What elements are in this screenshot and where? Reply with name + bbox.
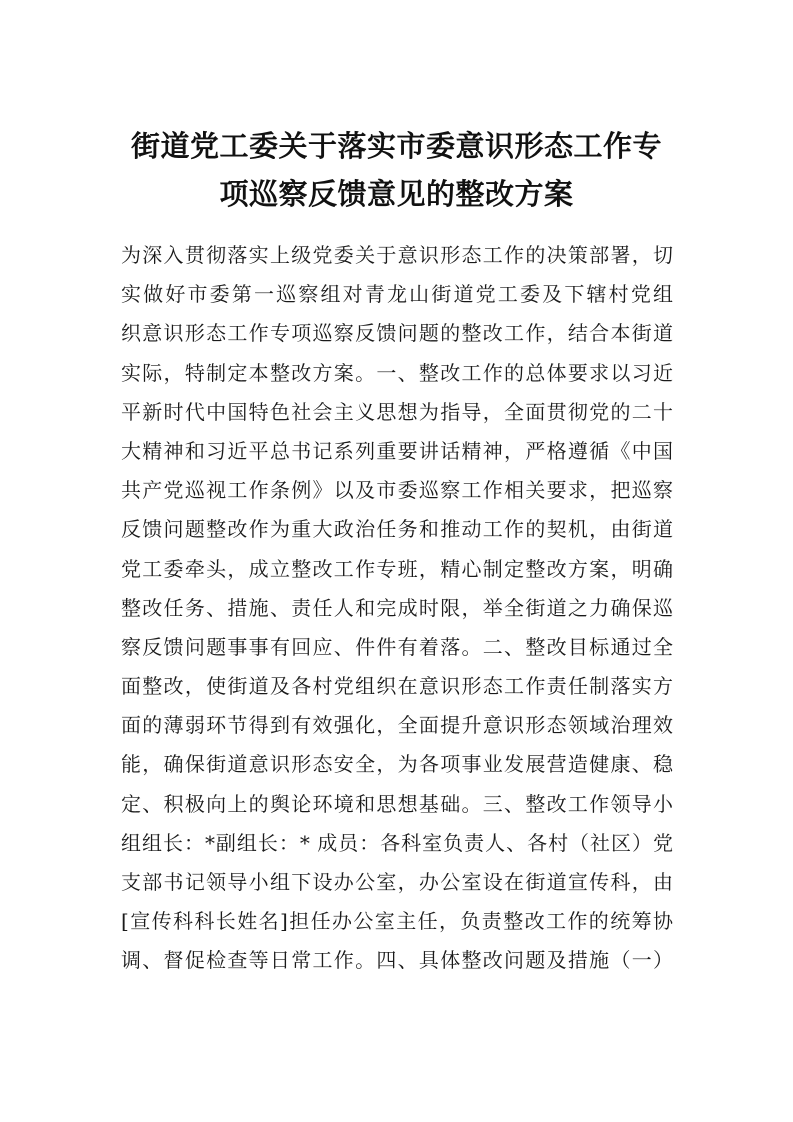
title-line-1: 街道党工委关于落实市委意识形态工作专 (130, 129, 662, 163)
body-line: 整改任务、措施、责任人和完成时限，举全街道之力确保巡 (121, 595, 673, 620)
body-line: 组组长：*副组长：* 成员：各科室负责人、各村（社区）党 (121, 830, 673, 855)
body-line: 共产党巡视工作条例》以及市委巡察工作相关要求，把巡察 (121, 478, 673, 503)
body-line: 支部书记领导小组下设办公室，办公室设在街道宣传科，由 (121, 870, 673, 894)
body-line: 党工委牵头，成立整改工作专班，精心制定整改方案，明确 (121, 556, 673, 581)
body-line: 反馈问题整改作为重大政治任务和推动工作的契机，由街道 (121, 517, 673, 542)
body-line: 调、督促检查等日常工作。四、具体整改问题及措施（一） (121, 948, 673, 973)
body-line: 面整改，使街道及各村党组织在意识形态工作责任制落实方 (121, 674, 673, 699)
body-line: 织意识形态工作专项巡察反馈问题的整改工作，结合本街道 (121, 321, 673, 346)
body-line: 实做好市委第一巡察组对青龙山街道党工委及下辖村党组 (121, 282, 673, 307)
document-body (121, 236, 673, 981)
body-line: 面的薄弱环节得到有效强化，全面提升意识形态领域治理效 (121, 713, 673, 738)
body-line: 察反馈问题事事有回应、件件有着落。二、整改目标通过全 (121, 634, 673, 659)
body-line: 大精神和习近平总书记系列重要讲话精神，严格遵循《中国 (121, 438, 673, 463)
body-line: [宣传科科长姓名]担任办公室主任，负责整改工作的统筹协 (121, 909, 673, 934)
document-title (100, 122, 693, 218)
title-line-2: 项巡察反馈意见的整改方案 (219, 177, 574, 211)
body-line: 为深入贯彻落实上级党委关于意识形态工作的决策部署，切 (121, 243, 673, 267)
body-line: 实际，特制定本整改方案。一、整改工作的总体要求以习近 (121, 360, 673, 385)
body-line: 平新时代中国特色社会主义思想为指导，全面贯彻党的二十 (121, 399, 673, 424)
body-line: 定、积极向上的舆论环境和思想基础。三、整改工作领导小 (121, 791, 673, 816)
body-line: 能，确保街道意识形态安全，为各项事业发展营造健康、稳 (121, 752, 673, 777)
